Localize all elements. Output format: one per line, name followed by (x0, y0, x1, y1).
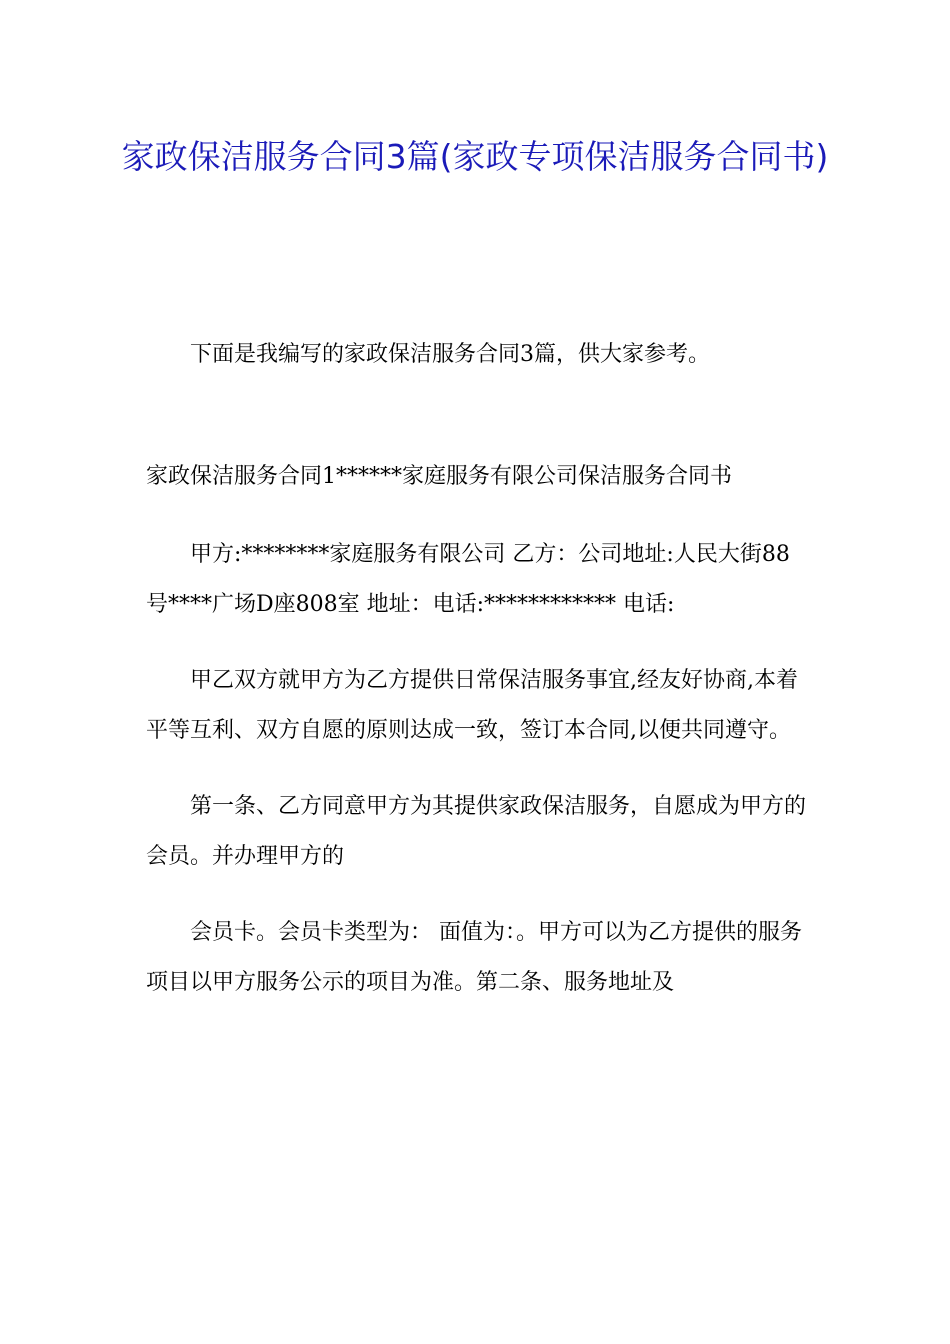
document-body (146, 330, 811, 1008)
parties-paragraph: 甲方:********家庭服务有限公司 乙方：公司地址:人民大街88号****广场D座808室 地址：电话:************ 电话: (146, 542, 790, 617)
contract-heading: 家政保洁服务合同1******家庭服务有限公司保洁服务合同书 (146, 464, 732, 489)
membership-paragraph: 会员卡。会员卡类型为： 面值为：。甲方可以为乙方提供的服务项目以甲方服务公示的项目为准。第二条、服务地址及 (146, 920, 802, 995)
intro-paragraph: 下面是我编写的家政保洁服务合同3篇，供大家参考。 (190, 342, 710, 367)
preamble-paragraph: 甲乙双方就甲方为乙方提供日常保洁服务事宜,经友好协商,本着平等互利、双方自愿的原则达成一致，签订本合同,以便共同遵守。 (146, 668, 798, 743)
document-title: 家政保洁服务合同3篇(家政专项保洁服务合同书) (121, 137, 829, 176)
article-one-paragraph: 第一条、乙方同意甲方为其提供家政保洁服务，自愿成为甲方的会员。并办理甲方的 (146, 794, 807, 869)
